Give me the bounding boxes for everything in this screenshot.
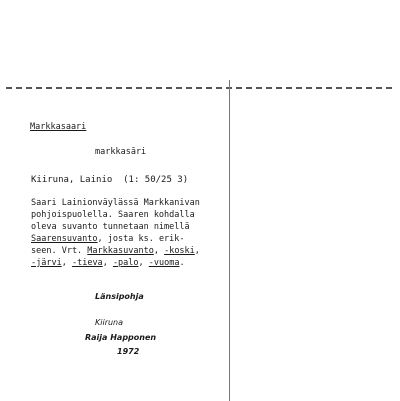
body-line bbox=[31, 198, 200, 208]
stamp-region: Länsipohja bbox=[95, 292, 144, 301]
vertical-divider bbox=[229, 80, 230, 401]
cross-reference: -koski bbox=[164, 246, 195, 256]
location-line: Kiiruna, Lainio (1: 50/25 3) bbox=[31, 175, 189, 185]
top-divider bbox=[6, 87, 392, 89]
body-line bbox=[31, 210, 195, 220]
cross-reference: Saarensuvanto bbox=[31, 234, 98, 244]
cross-reference: -järvi bbox=[31, 258, 62, 268]
body-line bbox=[31, 222, 190, 232]
body-line bbox=[31, 258, 185, 268]
body-text: oleva suvanto tunnetaan nimellä bbox=[31, 222, 190, 232]
body-text: , josta ks. erik- bbox=[97, 234, 185, 244]
cross-reference: -tieva bbox=[71, 258, 103, 268]
stamp-parish: Kiiruna bbox=[95, 318, 124, 327]
body-text: , bbox=[194, 246, 200, 256]
stamp-year: 1972 bbox=[117, 347, 140, 356]
lemma: markkasāri bbox=[95, 147, 147, 157]
cross-reference: -vuoma bbox=[148, 258, 180, 268]
body-line bbox=[31, 246, 200, 256]
body-text: seen. Vrt. bbox=[31, 246, 88, 256]
stamp-collector: Raija Happonen bbox=[85, 333, 157, 342]
body-text: , bbox=[61, 258, 72, 268]
body-line bbox=[31, 234, 185, 244]
cross-reference: Markkasuvanto bbox=[87, 246, 154, 256]
body-text: pohjoispuolella. Saaren kohdalla bbox=[31, 210, 195, 220]
headword: Markkasaari bbox=[30, 122, 87, 132]
body-text: , bbox=[153, 246, 165, 256]
body-text: Saari Lainionväylässä Markkanivan bbox=[31, 198, 200, 208]
body-text: , bbox=[102, 258, 113, 268]
body-text: . bbox=[179, 258, 185, 268]
cross-reference: -palo bbox=[112, 258, 139, 268]
body-text: , bbox=[138, 258, 149, 268]
